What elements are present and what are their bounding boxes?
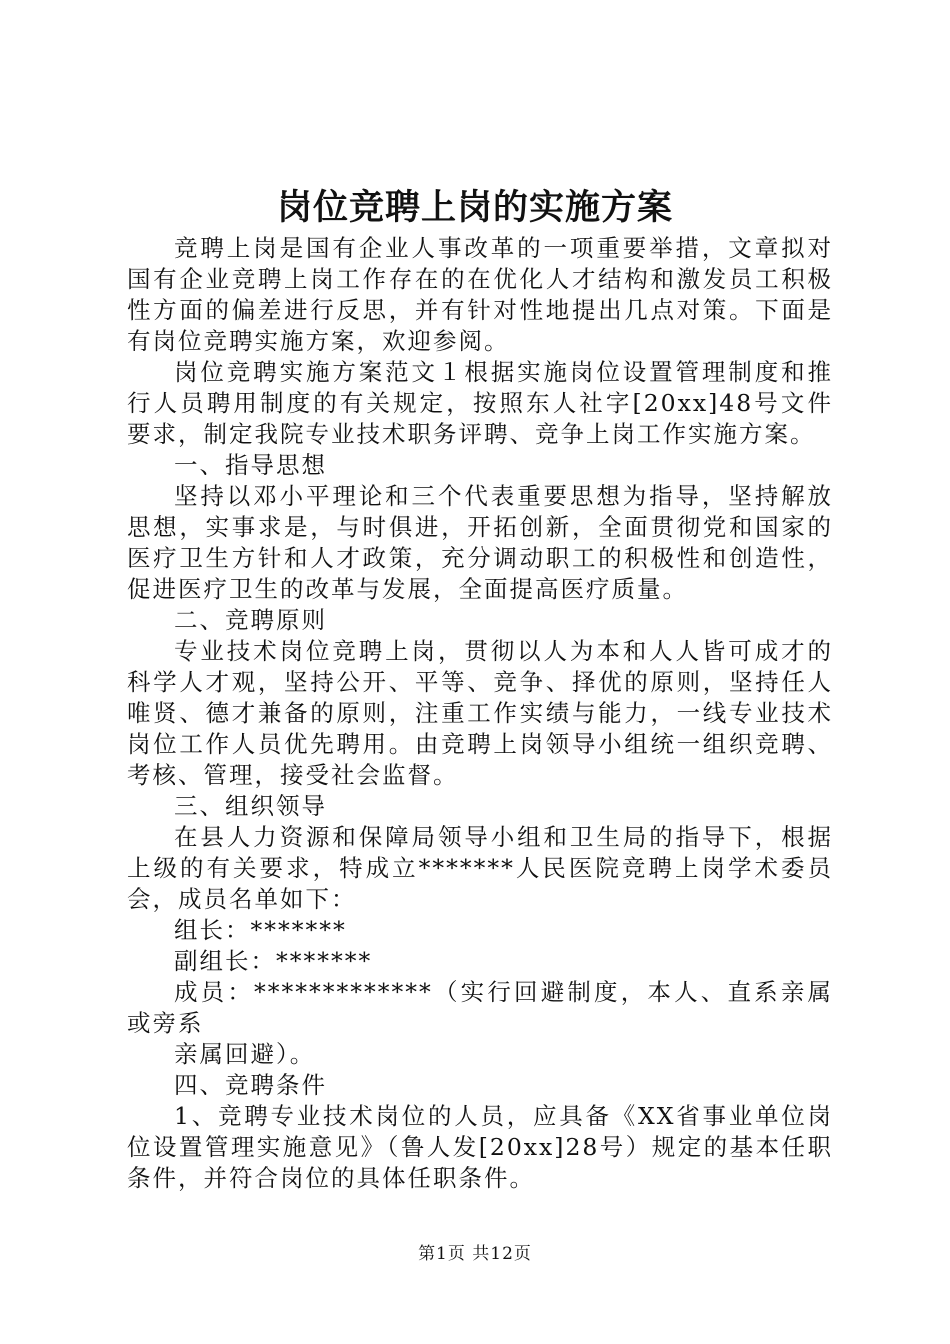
section-heading-guiding-ideology: 一、指导思想 [174, 451, 327, 479]
deputy-leader-line: 副组长：******* [174, 947, 373, 975]
team-leader-line: 组长：******* [174, 916, 347, 944]
organization-paragraph: 在县人力资源和保障局领导小组和卫生局的指导下，根据上级的有关要求，特成立*******人民医院竞聘上岗学术委员会，成员名单如下： [127, 823, 833, 913]
sample-intro-paragraph: 岗位竞聘实施方案范文１根据实施岗位设置管理制度和推行人员聘用制度的有关规定，按照东人社字[20xx]48号文件要求，制定我院专业技术职务评聘、竞争上岗工作实施方案。 [127, 358, 833, 448]
document-title: 岗位竞聘上岗的实施方案 [276, 187, 673, 228]
principles-paragraph: 专业技术岗位竞聘上岗，贯彻以人为本和人人皆可成才的科学人才观，坚持公开、平等、竞争、择优的原则，坚持任人唯贤、德才兼备的原则，注重工作实绩与能力，一线专业技术岗位工作人员优先聘用。由竞聘上岗领导小组统一组织竞聘、考核、管理，接受社会监督。 [127, 637, 833, 789]
section-heading-conditions: 四、竞聘条件 [174, 1071, 327, 1099]
page-number-footer: 第1页 共12页 [418, 1244, 532, 1264]
guiding-ideology-paragraph: 坚持以邓小平理论和三个代表重要思想为指导，坚持解放思想，实事求是，与时俱进，开拓创新，全面贯彻党和国家的医疗卫生方针和人才政策，充分调动职工的积极性和创造性，促进医疗卫生的改革与发展，全面提高医疗质量。 [127, 482, 833, 603]
intro-paragraph: 竞聘上岗是国有企业人事改革的一项重要举措，文章拟对国有企业竞聘上岗工作存在的在优化人才结构和激发员工积极性方面的偏差进行反思，并有针对性地提出几点对策。下面是有岗位竞聘实施方案，欢迎参阅。 [127, 234, 833, 355]
members-line-continuation: 亲属回避）。 [174, 1040, 316, 1068]
section-heading-principles: 二、竞聘原则 [174, 606, 327, 634]
conditions-paragraph-1: 1、竞聘专业技术岗位的人员，应具备《XX省事业单位岗位设置管理实施意见》（鲁人发[20xx]28号）规定的基本任职条件，并符合岗位的具体任职条件。 [127, 1102, 833, 1192]
section-heading-organization: 三、组织领导 [174, 792, 327, 820]
document-body [127, 233, 833, 1194]
members-line: 成员：*************（实行回避制度，本人、直系亲属或旁系 [127, 978, 833, 1037]
